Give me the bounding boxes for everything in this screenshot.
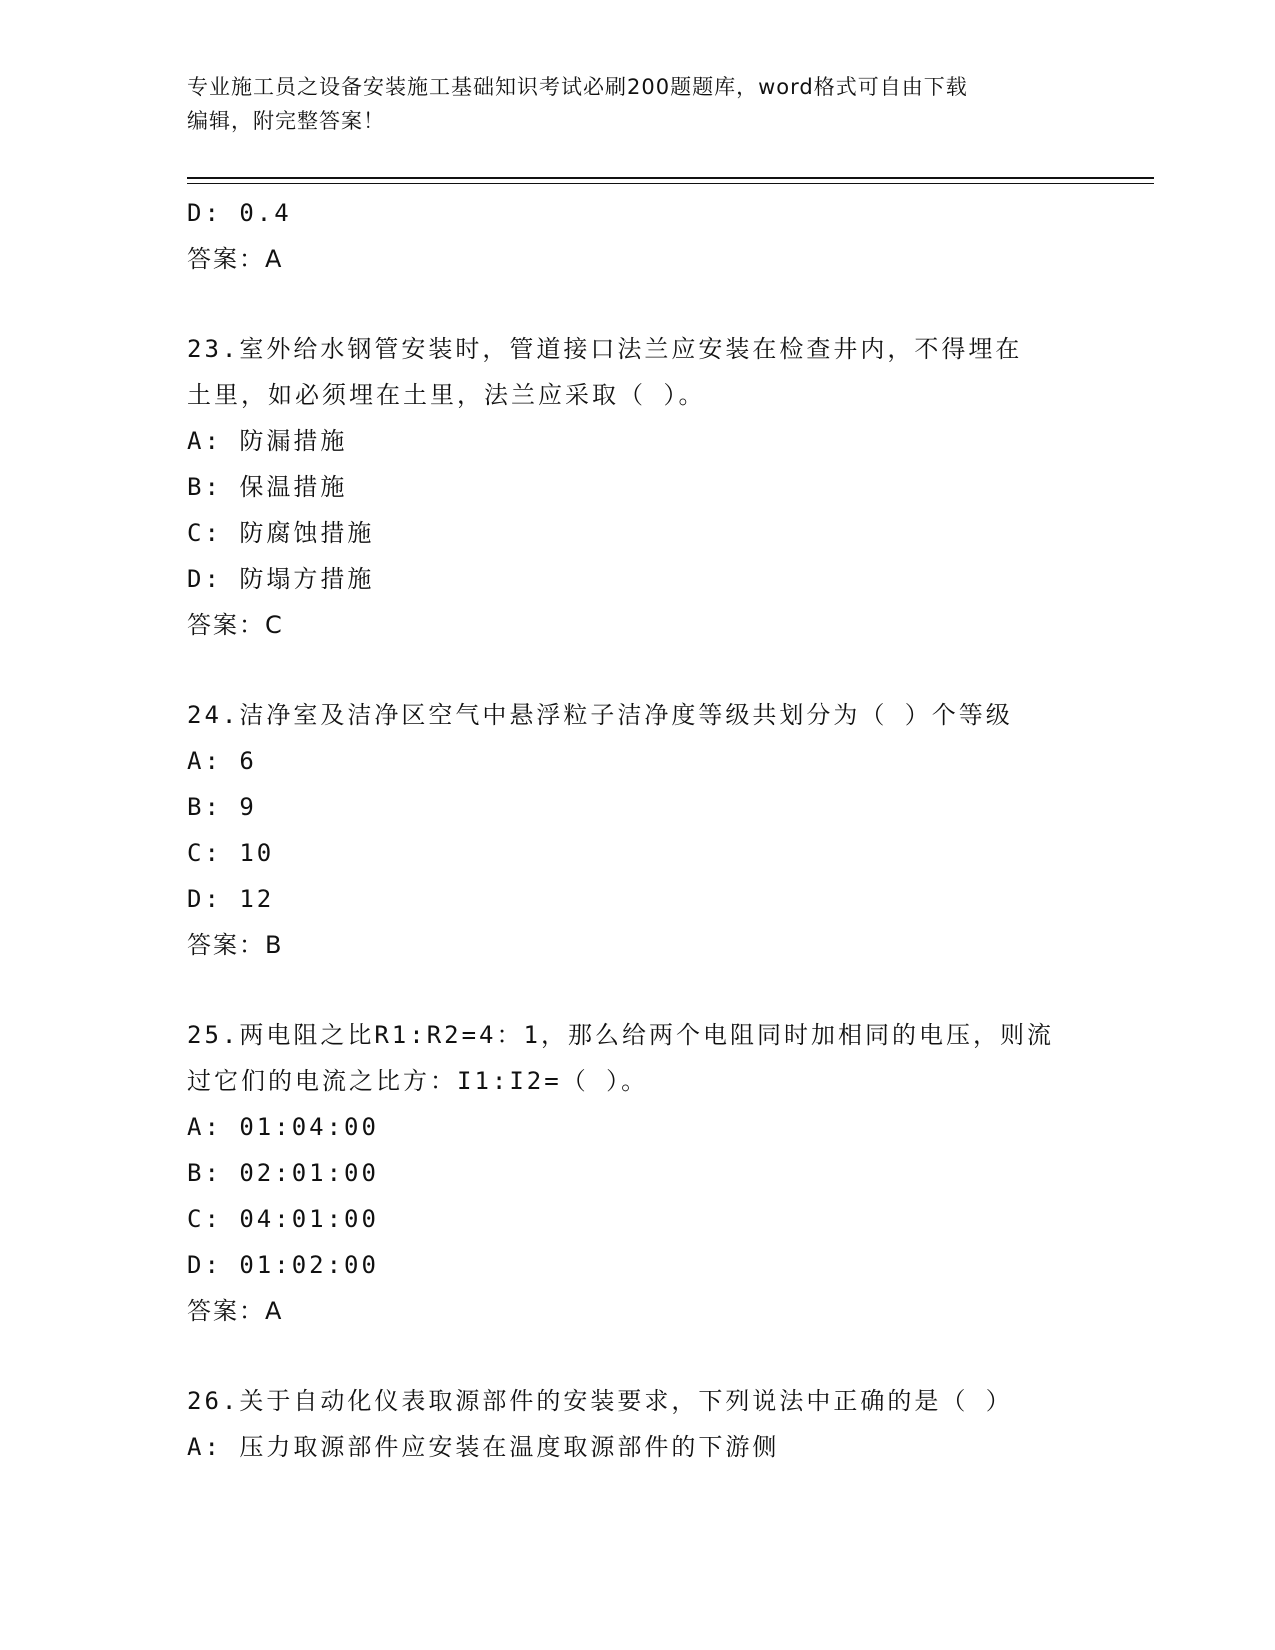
answer-line: 答案：A	[187, 245, 284, 273]
option-d: D: 0.4	[187, 199, 292, 227]
option-c: C: 04:01:00	[187, 1205, 379, 1233]
option-c: C: 防腐蚀措施	[187, 519, 375, 547]
question-list	[187, 190, 1087, 1470]
question-stem-line-1: 23.室外给水钢管安装时，管道接口法兰应安装在检查井内，不得埋在	[187, 335, 1023, 363]
option-b: B: 02:01:00	[187, 1159, 379, 1187]
answer-line: 答案：B	[187, 931, 284, 959]
question-stem-line-1: 26.关于自动化仪表取源部件的安装要求，下列说法中正确的是（ ）	[187, 1387, 1013, 1415]
answer-line: 答案：C	[187, 611, 284, 639]
question-stem-line-1: 25.两电阻之比R1:R2=4：1，那么给两个电阻同时加相同的电压，则流	[187, 1021, 1054, 1049]
question-25	[187, 1012, 1087, 1334]
answer-line: 答案：A	[187, 1297, 284, 1325]
option-b: B: 9	[187, 793, 257, 821]
option-d: D: 01:02:00	[187, 1251, 379, 1279]
header-divider-thick	[187, 177, 1154, 179]
option-a: A: 6	[187, 747, 257, 775]
question-stem-line-2: 过它们的电流之比方：I1:I2=（ ）。	[187, 1067, 649, 1095]
header-title-line-1: 专业施工员之设备安装施工基础知识考试必刷200题题库，word格式可自由下载	[187, 75, 968, 99]
option-a: A: 01:04:00	[187, 1113, 379, 1141]
question-22-continuation	[187, 190, 1087, 282]
header-title-line-2: 编辑，附完整答案！	[187, 109, 385, 133]
page-header	[187, 70, 1087, 138]
question-24	[187, 692, 1087, 968]
option-d: D: 防塌方措施	[187, 565, 375, 593]
header-divider-thin	[187, 183, 1154, 184]
option-a: A: 防漏措施	[187, 427, 348, 455]
option-c: C: 10	[187, 839, 275, 867]
question-stem-line-2: 土里，如必须埋在土里，法兰应采取（ ）。	[187, 381, 706, 409]
question-stem-line-1: 24.洁净室及洁净区空气中悬浮粒子洁净度等级共划分为（ ）个等级	[187, 701, 1013, 729]
question-26	[187, 1378, 1087, 1470]
option-b: B: 保温措施	[187, 473, 348, 501]
question-23	[187, 326, 1087, 648]
option-a: A: 压力取源部件应安装在温度取源部件的下游侧	[187, 1433, 780, 1461]
option-d: D: 12	[187, 885, 275, 913]
